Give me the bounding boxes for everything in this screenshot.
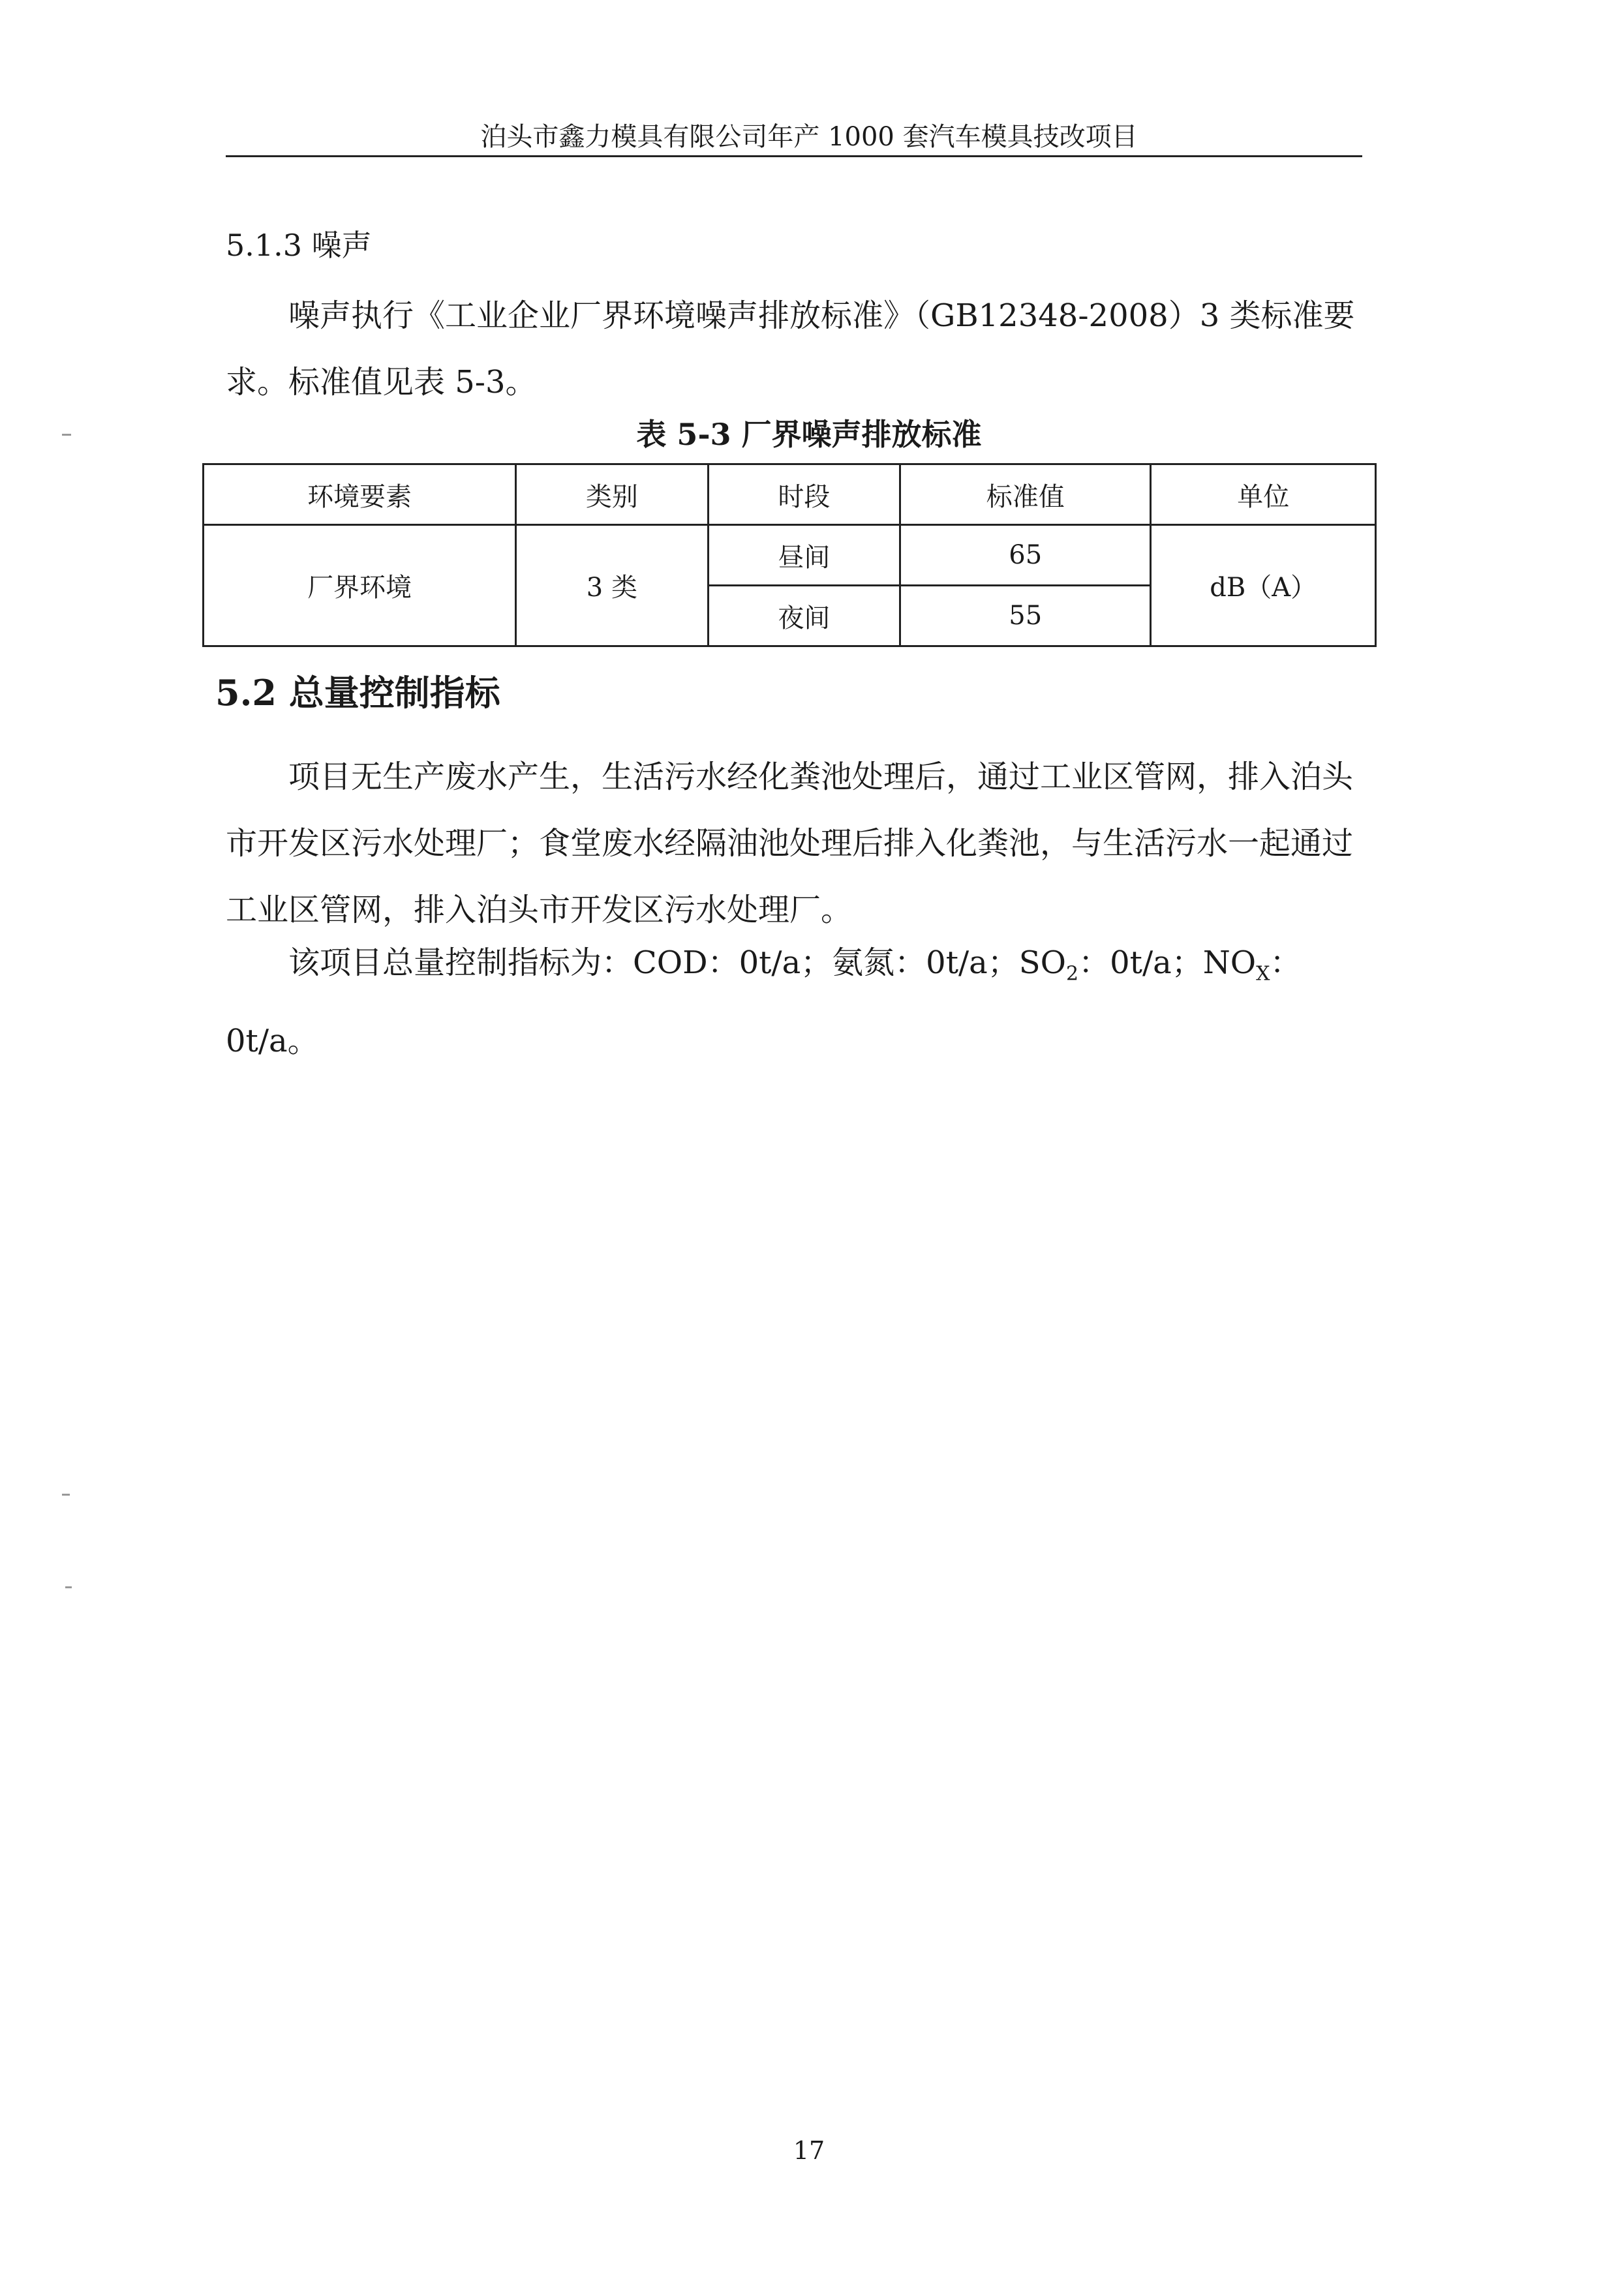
table-header-cell: 时段: [708, 464, 900, 525]
table-header-cell: 环境要素: [204, 464, 516, 525]
table-header-row: [204, 464, 1376, 525]
period-cell: 夜间: [708, 586, 900, 646]
indicators-tail-text: ：0t/a。: [226, 944, 1302, 1059]
unit-cell: dB（A）: [1151, 525, 1376, 646]
header-rule: [226, 155, 1362, 157]
section-heading: 5.2 总量控制指标: [215, 672, 500, 714]
environment-element-cell: 厂界环境: [204, 525, 516, 646]
page-number: 17: [793, 2136, 825, 2165]
table-header-cell: 类别: [516, 464, 708, 525]
table-header-cell: 标准值: [900, 464, 1151, 525]
period-cell: 昼间: [708, 525, 900, 586]
category-cell: 3 类: [516, 525, 708, 646]
indicators-paragraph: [226, 929, 1367, 1074]
table-row: [204, 525, 1376, 586]
page-header-title: 泊头市鑫力模具有限公司年产 1000 套汽车模具技改项目: [480, 122, 1138, 152]
so2-subscript: 2: [1066, 962, 1079, 986]
scan-mark: [62, 434, 71, 436]
standard-value-cell: 65: [900, 525, 1151, 586]
nox-subscript: X: [1256, 962, 1270, 986]
noise-standard-table: [202, 463, 1377, 647]
subsection-heading: 5.1.3 噪声: [226, 228, 372, 263]
scan-mark: [65, 1586, 72, 1588]
table-header-cell: 单位: [1151, 464, 1376, 525]
total-control-paragraph: 项目无生产废水产生，生活污水经化粪池处理后，通过工业区管网，排入泊头市开发区污水处理厂；食堂废水经隔油池处理后排入化粪池，与生活污水一起通过工业区管网，排入泊头市开发区污水处理厂。: [226, 759, 1354, 928]
indicators-lead-text: 该项目总量控制指标为：COD：0t/a；氨氮：0t/a；SO: [288, 944, 1067, 981]
scan-mark: [62, 1494, 70, 1496]
indicators-mid-text: ：0t/a；NO: [1078, 944, 1257, 981]
standard-value-cell: 55: [900, 586, 1151, 646]
noise-standard-paragraph: 噪声执行《工业企业厂界环境噪声排放标准》（GB12348-2008）3 类标准要求。标准值见表 5-3。: [226, 297, 1355, 400]
table-caption: 表 5-3 厂界噪声排放标准: [636, 417, 982, 452]
